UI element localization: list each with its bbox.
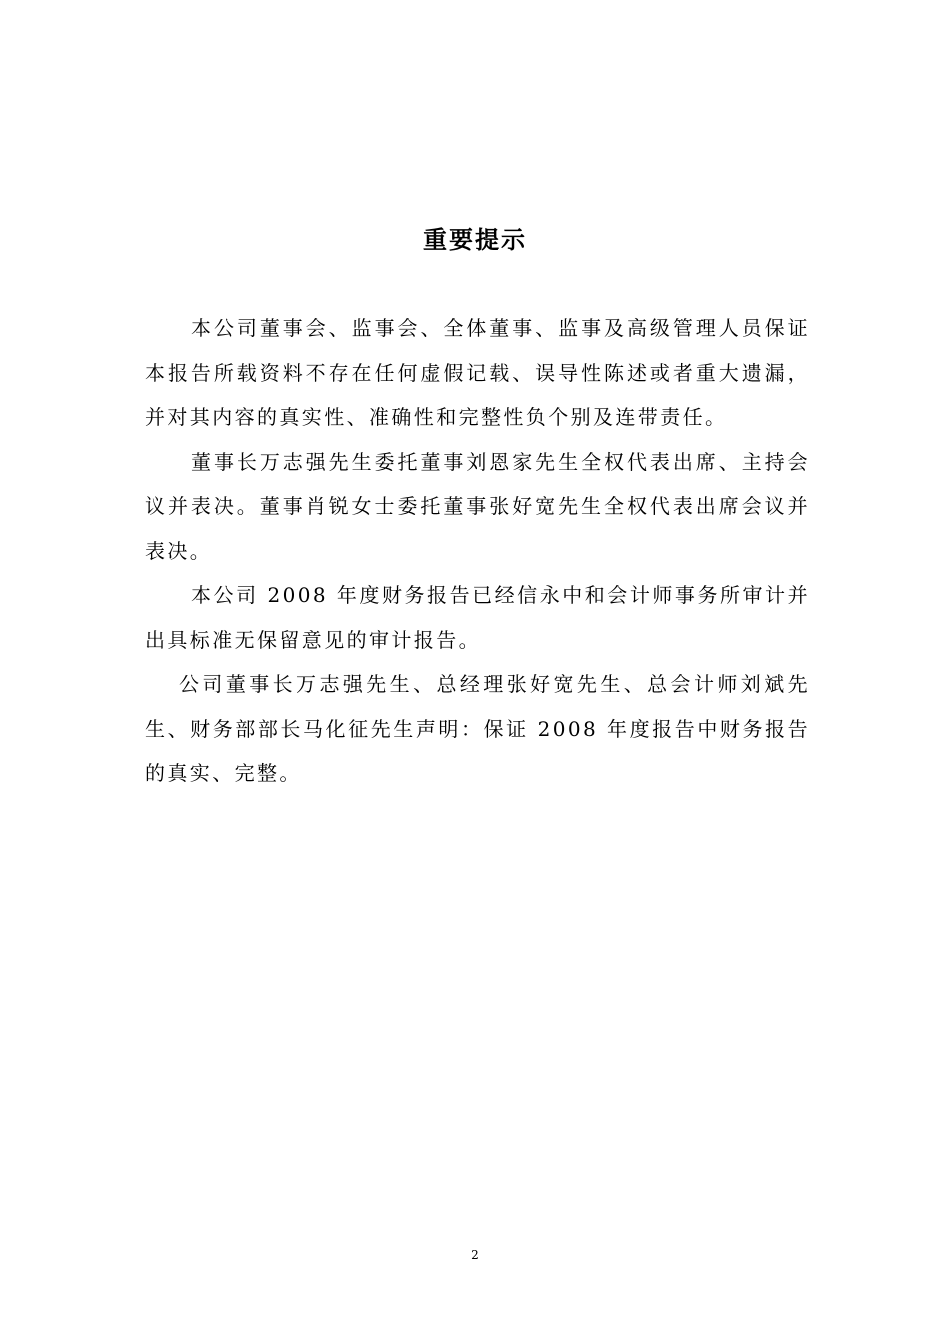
paragraph-proxy-voting: 董事长万志强先生委托董事刘恩家先生全权代表出席、主持会议并表决。董事肖锐女士委托董事张好宽先生全权代表出席会议并表决。 <box>145 449 810 563</box>
notice-body <box>145 306 810 796</box>
page-title: 重要提示 <box>423 225 527 254</box>
paragraph-board-guarantee: 本公司董事会、监事会、全体董事、监事及高级管理人员保证本报告所载资料不存在任何虚假记载、误导性陈述或者重大遗漏，并对其内容的真实性、准确性和完整性负个别及连带责任。 <box>145 316 810 429</box>
paragraph-officer-statement: 公司董事长万志强先生、总经理张好宽先生、总会计师刘斌先生、财务部部长马化征先生声明：保证 2008 年度报告中财务报告的真实、完整。 <box>145 672 810 785</box>
paragraph-audit-opinion: 本公司 2008 年度财务报告已经信永中和会计师事务所审计并出具标准无保留意见的审计报告。 <box>145 583 810 652</box>
page-number: 2 <box>471 1248 479 1262</box>
